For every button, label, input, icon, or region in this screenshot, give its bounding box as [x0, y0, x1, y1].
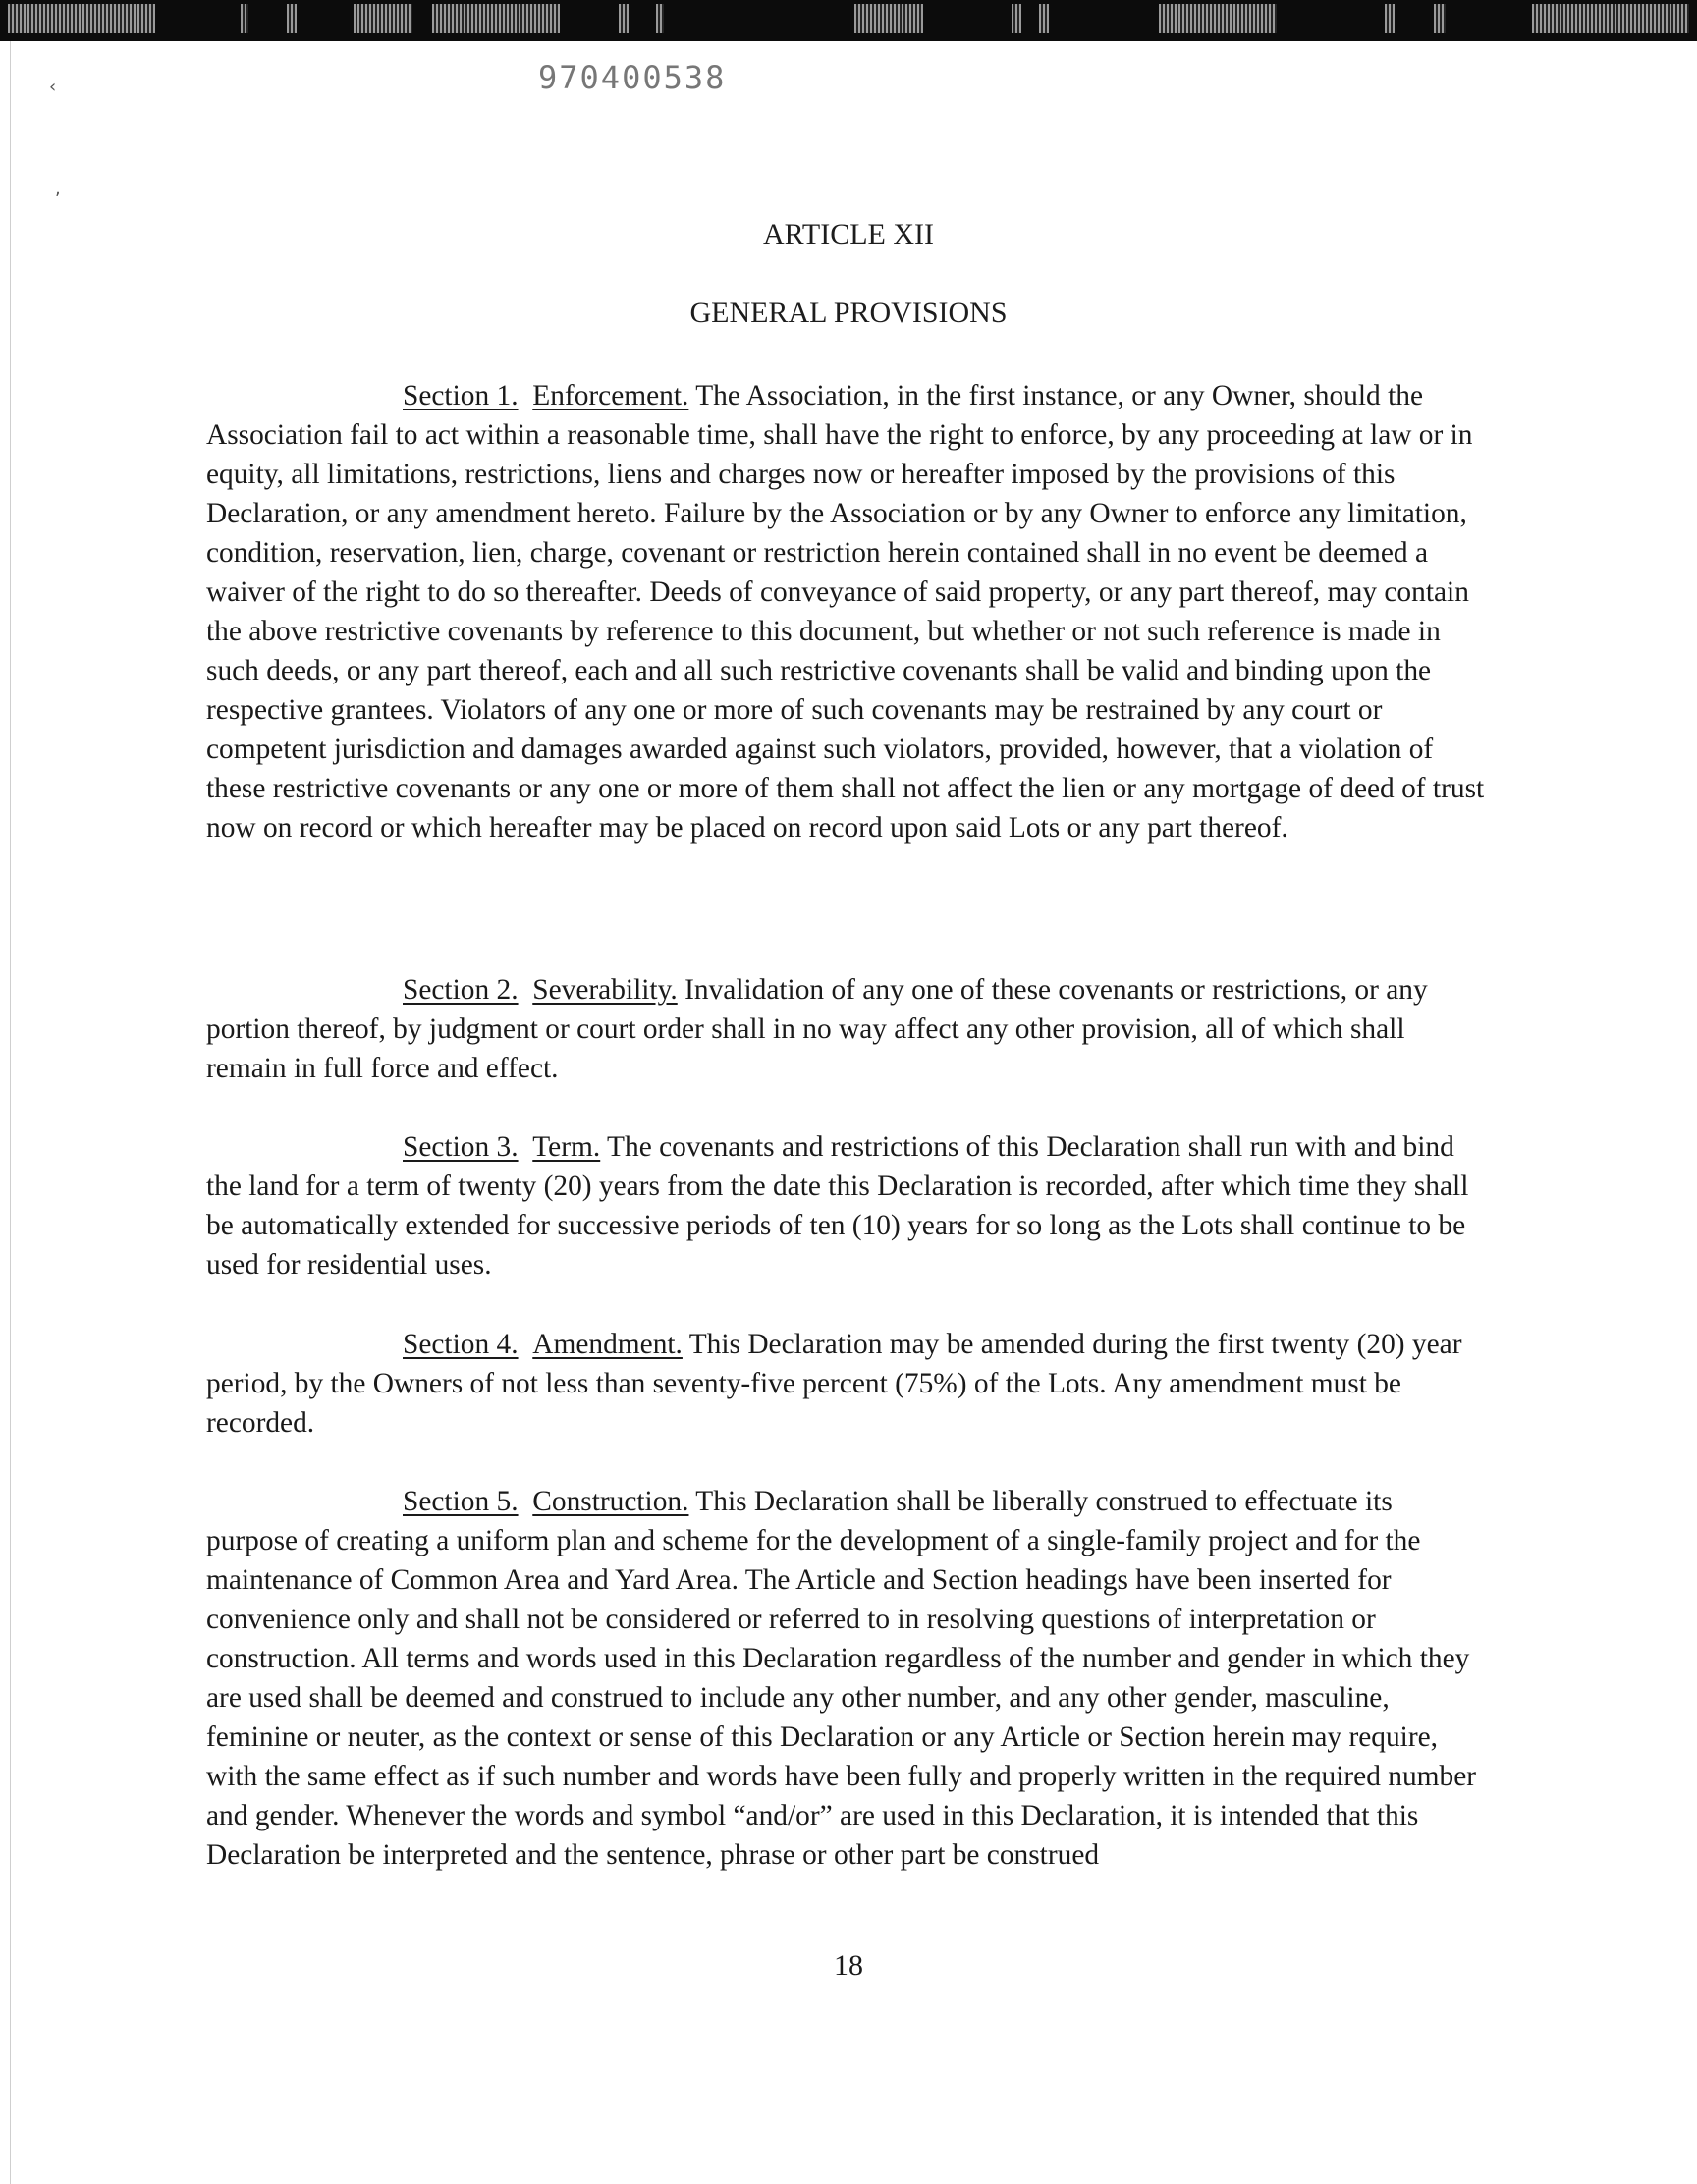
scan-noise	[619, 4, 629, 33]
scan-noise	[1434, 4, 1446, 33]
scan-noise	[1385, 4, 1395, 33]
section-2-text: Invalidation of any one of these covenants or restrictions, or any portion thereof, by judgment or court order shall in no way affect any other provision, all of which shall remain in full force and effect.	[206, 974, 1428, 1084]
scan-noise	[1039, 4, 1049, 33]
scan-noise	[1532, 4, 1689, 33]
scan-noise	[854, 4, 923, 33]
section-5-text: This Declaration shall be liberally construed to effectuate its purpose of creating a uniform plan and scheme for the development of a single-family project and for the maintenance of Common Area and Yard Area. The Article and Section headings have been inserted for convenience only and shall not be considered or referred to in resolving questions of interpretation or construction. All terms and words used in this Declaration regardless of the number and gender in which they are used shall be deemed and construed to include any other number, and any other gender, masculine, feminine or neuter, as the context or sense of this Declaration or any Article or Section herein may require, with the same effect as if such number and words have been fully and properly written in the required number and gender. Whenever the words and symbol “and/or” are used in this Declaration, it is intended that this Declaration be interpreted and the sentence, phrase or other part be construed	[206, 1486, 1477, 1871]
section-1-text: The Association, in the first instance, or any Owner, should the Association fail to act within a reasonable time, shall have the right to enforce, by any proceeding at law or in equity, all limitations, restrictions, liens and charges now or hereafter imposed by the provisions of this Declaration, or any amendment hereto. Failure by the Association or by any Owner to enforce any limitation, condition, reservation, lien, charge, covenant or restriction herein contained shall in no event be deemed a waiver of the right to do so thereafter. Deeds of conveyance of said property, or any part thereof, may contain the above restrictive covenants by reference to this document, but whether or not such reference is made in such deeds, or any part thereof, each and all such restrictive covenants shall be valid and binding upon the respective grantees. Violators of any one or more of such covenants may be restrained by any court or competent jurisdiction and damages awarded against such violators, provided, however, that a violation of these restrictive covenants or any one or more of them shall not affect the lien or any mortgage of deed of trust now on record or which hereafter may be placed on record upon said Lots or any part thereof.	[206, 380, 1485, 844]
scan-header-band	[0, 0, 1697, 41]
section-1-heading: Enforcement.	[532, 380, 689, 411]
section-1-label: Section 1.	[403, 380, 519, 411]
scan-noise	[1159, 4, 1277, 33]
section-3-text: The covenants and restrictions of this Declaration shall run with and bind the land for a term of twenty (20) years from the date this Declaration is recorded, after which time they shall be automatically extended for successive periods of ten (10) years for so long as the Lots shall continue to be used for residential uses.	[206, 1131, 1469, 1281]
scan-noise	[656, 4, 664, 33]
article-number: ARTICLE XII	[763, 218, 934, 250]
section-5-label: Section 5.	[403, 1486, 519, 1517]
page-number: 18	[834, 1949, 863, 1982]
section-4-text: This Declaration may be amended during the first twenty (20) year period, by the Owners of not less than seventy-five percent (75%) of the Lots. Any amendment must be recorded.	[206, 1329, 1462, 1439]
section-4-label: Section 4.	[403, 1329, 519, 1360]
article-title: GENERAL PROVISIONS	[689, 297, 1008, 329]
scan-noise	[8, 4, 155, 33]
section-2-paragraph	[206, 970, 1488, 1088]
section-2-label: Section 2.	[403, 974, 519, 1006]
section-4-heading: Amendment.	[532, 1329, 683, 1360]
section-5-paragraph	[206, 1482, 1488, 1875]
scan-noise	[241, 4, 248, 33]
document-number-stamp: 970400538	[538, 59, 727, 96]
scan-speck: ,	[55, 179, 61, 199]
section-1-paragraph	[206, 376, 1488, 847]
page-edge	[10, 41, 11, 2184]
section-3-label: Section 3.	[403, 1131, 519, 1163]
section-3-paragraph	[206, 1127, 1488, 1284]
section-2-heading: Severability.	[532, 974, 678, 1006]
section-4-paragraph	[206, 1325, 1488, 1443]
section-3-heading: Term.	[532, 1131, 601, 1163]
section-5-heading: Construction.	[532, 1486, 689, 1517]
scan-noise	[432, 4, 560, 33]
scan-noise	[1012, 4, 1021, 33]
scan-noise	[354, 4, 412, 33]
scan-speck: ‹	[49, 77, 57, 97]
scan-noise	[287, 4, 297, 33]
